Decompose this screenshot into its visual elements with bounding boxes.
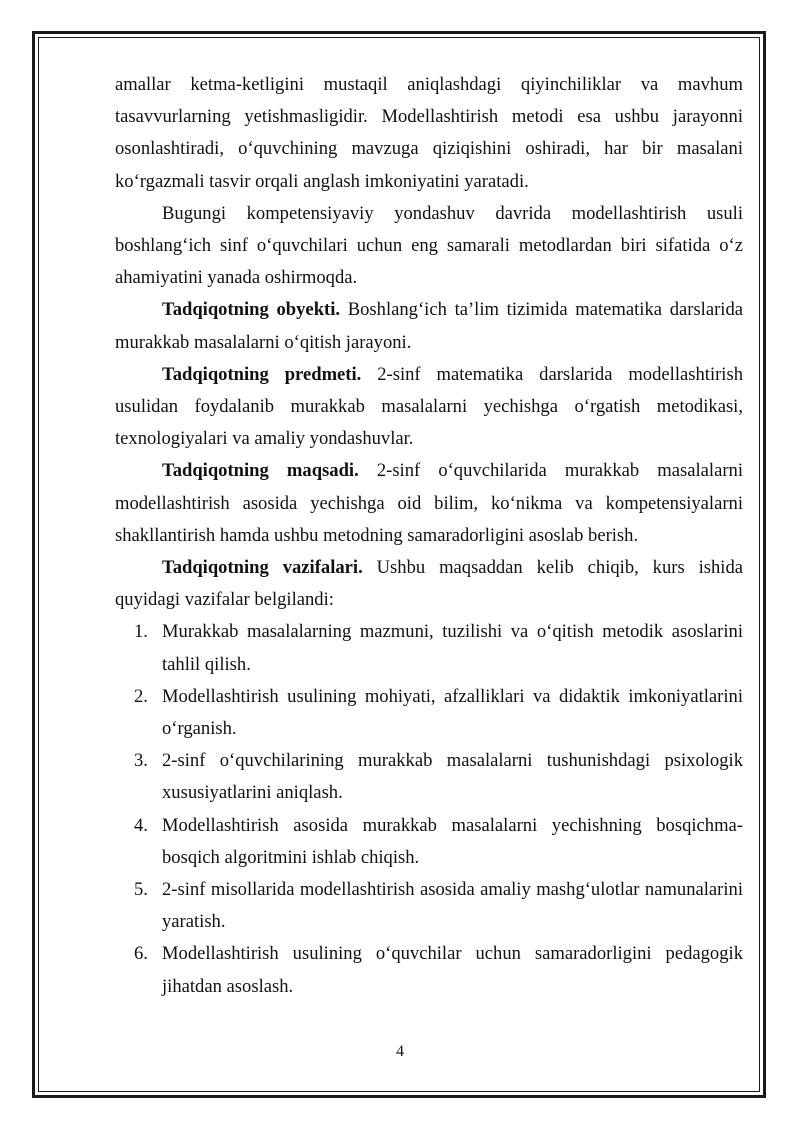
research-goal-label: Tadqiqotning maqsadi. bbox=[162, 460, 359, 482]
page-number: 4 bbox=[396, 1043, 404, 1060]
list-item-text: Modellashtirish usulining mohiyati, afzalliklari va didaktik imkoniyatlarini o‘rganish. bbox=[162, 685, 743, 740]
list-item-text: 2-sinf o‘quvchilarining murakkab masalalarni tushunishdagi psixologik xususiyatlarini aniqlash. bbox=[162, 750, 743, 804]
list-item-text: Murakkab masalalarning mazmuni, tuzilishi va o‘qitish metodik asoslarini tahlil qilish. bbox=[162, 621, 743, 675]
list-item bbox=[115, 938, 743, 1002]
research-object-text: Boshlang‘ich ta’lim tizimida matematika darslarida murakkab masalalarni o‘qitish jarayoni. bbox=[115, 299, 744, 353]
list-item-number: 6. bbox=[134, 943, 148, 965]
research-goal-text: 2-sinf o‘quvchilarida murakkab masalalarni modellashtirish asosida yechishga oid bilim, ko‘nikma va kompetensiyalarni shakllantirish hamda ushbu metodning samaradorligini asoslab berish. bbox=[115, 460, 743, 546]
list-item bbox=[115, 810, 743, 874]
document-body bbox=[115, 69, 743, 1003]
paragraph-research-object bbox=[115, 294, 743, 358]
paragraph-competency-approach: Bugungi kompetensiyaviy yondashuv davrida modellashtirish usuli boshlang‘ich sinf o‘quvchilari uchun eng samarali metodlardan biri sifatida o‘z ahamiyatini yanada oshirmoqda. bbox=[115, 202, 743, 289]
list-item-number: 3. bbox=[134, 750, 148, 772]
list-item bbox=[115, 745, 743, 809]
list-item-text: Modellashtirish usulining o‘quvchilar uchun samaradorligini pedagogik jihatdan asoslash. bbox=[162, 943, 743, 997]
list-item bbox=[115, 874, 743, 938]
list-item-number: 1. bbox=[134, 621, 148, 643]
list-item-number: 5. bbox=[134, 879, 148, 901]
paragraph-intro-continuation: amallar ketma-ketligini mustaqil aniqlashdagi qiyinchiliklar va mavhum tasavvurlarning yetishmasligidir. Modellashtirish metodi esa ushbu jarayonni osonlashtiradi, o‘quvchining mavzuga qiziqishini oshiradi, har bir masalani ko‘rgazmali tasvir orqali anglash imkoniyatini yaratadi. bbox=[115, 74, 743, 192]
research-subject-text: 2-sinf matematika darslarida modellashtirish usulidan foydalanib murakkab masalalarni yechishga o‘rgatish metodikasi, texnologiyalari va amaliy yondashuvlar. bbox=[115, 363, 743, 450]
list-item bbox=[115, 616, 743, 680]
paragraph-research-tasks bbox=[115, 552, 743, 616]
research-object-label: Tadqiqotning obyekti. bbox=[162, 299, 341, 321]
list-item bbox=[115, 681, 743, 745]
list-item-number: 2. bbox=[134, 685, 148, 707]
tasks-list bbox=[115, 616, 743, 1002]
paragraph-research-goal bbox=[115, 455, 743, 552]
research-tasks-label: Tadqiqotning vazifalari. bbox=[162, 557, 363, 579]
list-item-text: 2-sinf misollarida modellashtirish asosida amaliy mashg‘ulotlar namunalarini yaratish. bbox=[162, 879, 743, 933]
list-item-text: Modellashtirish asosida murakkab masalalarni yechishning bosqichma-bosqich algoritmini ishlab chiqish. bbox=[162, 814, 743, 868]
paragraph-research-subject bbox=[115, 359, 743, 456]
research-tasks-text: Ushbu maqsaddan kelib chiqib, kurs ishida quyidagi vazifalar belgilandi: bbox=[115, 557, 743, 611]
list-item-number: 4. bbox=[134, 814, 148, 836]
research-subject-label: Tadqiqotning predmeti. bbox=[162, 363, 362, 385]
